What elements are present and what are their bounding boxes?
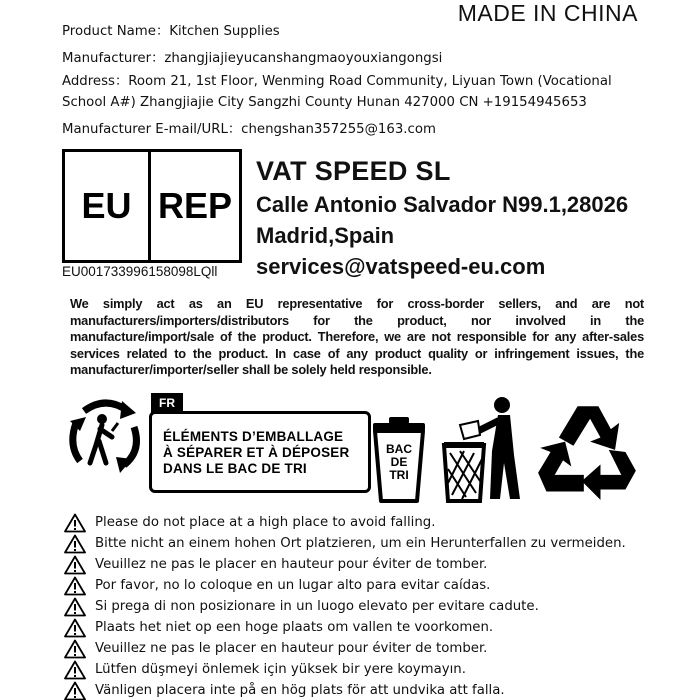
warning-triangle-icon bbox=[64, 681, 86, 700]
eu-rep-details bbox=[256, 153, 628, 282]
fr-line-2: À SÉPARER ET À DÉPOSER bbox=[163, 445, 350, 460]
warning-triangle-icon bbox=[64, 639, 86, 659]
warning-text: Por favor, no lo coloque en un lugar alto para evitar caídas. bbox=[95, 578, 491, 593]
warning-item bbox=[64, 680, 626, 700]
warning-text: Lütfen düşmeyi önlemek için yüksek bir yere koymayın. bbox=[95, 662, 466, 677]
address-line-1: Address：Room 21, 1st Floor, Wenming Road Community, Liyuan Town (Vocational bbox=[62, 74, 612, 89]
fr-sorting-text bbox=[163, 429, 349, 477]
bin-text bbox=[377, 443, 421, 482]
warning-triangle-icon bbox=[64, 597, 86, 617]
warning-item bbox=[64, 638, 626, 659]
warning-text: Si prega di non posizionare in un luogo elevato per evitare cadute. bbox=[95, 599, 539, 614]
warning-list bbox=[64, 512, 626, 700]
warning-triangle-icon bbox=[64, 555, 86, 575]
warning-text: Veuillez ne pas le placer en hauteur pour éviter de tomber. bbox=[95, 641, 488, 656]
eu-rep-email: services@vatspeed-eu.com bbox=[256, 254, 546, 279]
bin-line-2: DE bbox=[390, 455, 408, 469]
manufacturer-email-line: Manufacturer E-mail/URL：chengshan357255@163.com bbox=[62, 122, 436, 137]
product-name-line: Product Name：Kitchen Supplies bbox=[62, 24, 280, 39]
bin-line-3: TRI bbox=[389, 468, 409, 482]
eu-rep-address-2: Madrid,Spain bbox=[256, 223, 395, 248]
warning-triangle-icon bbox=[64, 660, 86, 680]
warning-item bbox=[64, 533, 626, 554]
eu-rep-disclaimer: We simply act as an EU representative for cross-border sellers, and are not manufacturers/importers/distributors for the product, nor involved in the manufacture/import/sale of the product. Therefore, we are not responsible for any after-sales services related to the product. In case of any product quality or infringement issues, the manufacturer/importer/seller shall be solely held responsible. bbox=[70, 296, 644, 377]
warning-text: Veuillez ne pas le placer en hauteur pour éviter de tomber. bbox=[95, 557, 488, 572]
recycle-icon bbox=[536, 400, 640, 504]
fr-sorting-panel bbox=[145, 393, 435, 509]
warning-item bbox=[64, 617, 626, 638]
rep-label: REP bbox=[157, 185, 233, 226]
tidyman-icon bbox=[440, 395, 532, 503]
warning-text: Please do not place at a high place to avoid falling. bbox=[95, 515, 436, 530]
warning-item bbox=[64, 512, 626, 533]
eu-rep-company: VAT SPEED SL bbox=[256, 156, 451, 186]
warning-item bbox=[64, 575, 626, 596]
eu-rep-box bbox=[62, 149, 242, 263]
warning-text: Plaats het niet op een hoge plaats om vallen te voorkomen. bbox=[95, 620, 494, 635]
triman-icon bbox=[66, 393, 146, 483]
eu-rep-address-1: Calle Antonio Salvador N99.1,28026 bbox=[256, 192, 629, 217]
warning-triangle-icon bbox=[64, 513, 86, 533]
eu-label: EU bbox=[65, 152, 151, 260]
made-in-china-label: MADE IN CHINA bbox=[457, 0, 638, 26]
eu-rep-code: EU001733996158098LQll bbox=[62, 264, 218, 279]
warning-item bbox=[64, 554, 626, 575]
manufacturer-line: Manufacturer：zhangjiajieyucanshangmaoyouxiangongsi bbox=[62, 51, 443, 66]
warning-triangle-icon bbox=[64, 618, 86, 638]
warning-item bbox=[64, 596, 626, 617]
warning-text: Vänligen placera inte på en hög plats för att undvika att falla. bbox=[95, 683, 505, 698]
fr-country-tag: FR bbox=[151, 393, 183, 413]
warning-triangle-icon bbox=[64, 576, 86, 596]
fr-line-3: DANS LE BAC DE TRI bbox=[163, 461, 307, 476]
address-line-2: School A#) Zhangjiajie City Sangzhi County Hunan 427000 CN +19154945653 bbox=[62, 95, 587, 110]
bin-line-1: BAC bbox=[386, 442, 412, 456]
warning-triangle-icon bbox=[64, 534, 86, 554]
fr-line-1: ÉLÉMENTS D’EMBALLAGE bbox=[163, 429, 344, 444]
warning-item bbox=[64, 659, 626, 680]
warning-text: Bitte nicht an einem hohen Ort platzieren, um ein Herunterfallen zu vermeiden. bbox=[95, 536, 626, 551]
